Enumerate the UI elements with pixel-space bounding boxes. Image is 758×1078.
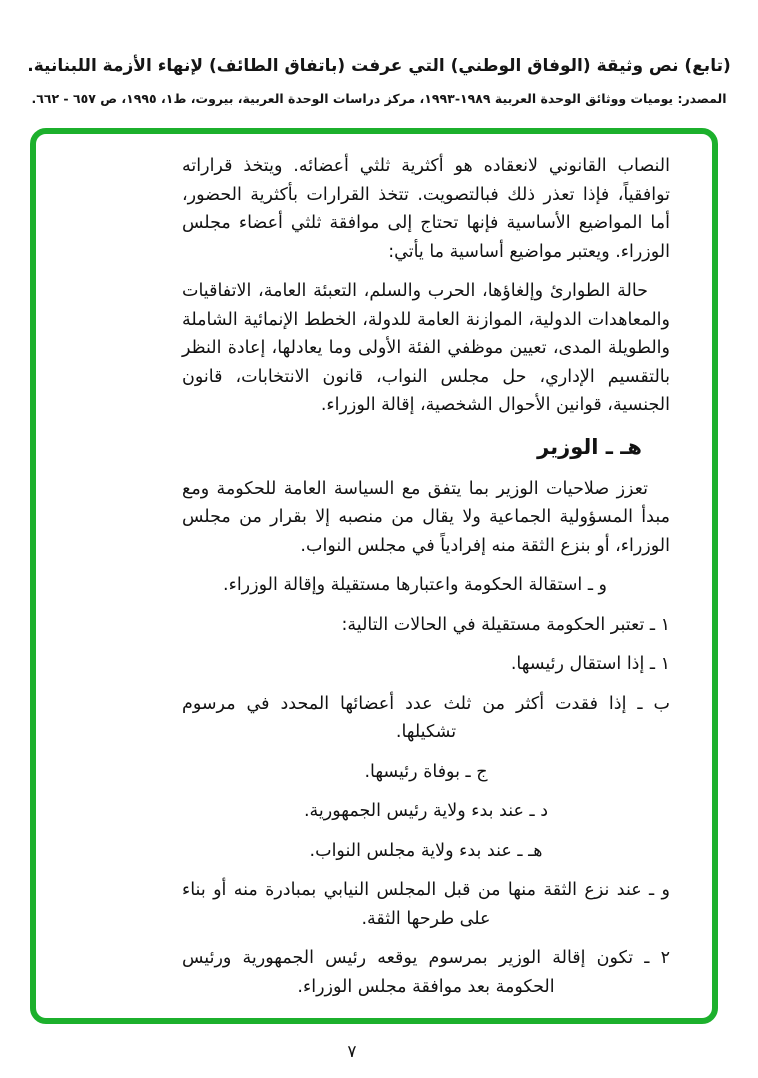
paragraph-basic-topics-list: حالة الطوارئ وإلغاؤها، الحرب والسلم، التعبئة العامة، الاتفاقيات والمعاهدات الدولية، الموازنة العامة للدولة، الخطط الإنمائية الشاملة والطويلة المدى، تعيين موظفي الفئة الأولى وما يعادلها، إعادة النظر بالتقسيم الإداري، حل مجلس النواب، قانون الانتخابات، قانون الجنسية، قوانين الأحوال الشخصية، إقالة الوزراء. (182, 281, 670, 415)
item-government-resignation-title: و ـ استقالة الحكومة واعتبارها مستقيلة وإقالة الوزراء. (223, 575, 607, 596)
item-case-confidence-withdrawn: و ـ عند نزع الثقة منها من قبل المجلس النيابي بمبادرة منه أو بناء على طرحها الثقة. (182, 880, 670, 929)
paragraph-quorum-rules: النصاب القانوني لانعقاده هو أكثرية ثلثي أعضائه. ويتخذ قراراته توافقياً، فإذا تعذر ذلك فبالتصويت. تتخذ القرارات بأكثرية الحضور، أما المواضيع الأساسية فإنها تحتاج إلى موافقة ثلثي أعضاء مجلس الوزراء. ويعتبر مواضيع أساسية ما يأتي: (182, 156, 670, 262)
green-border-frame (30, 128, 718, 1024)
paragraph-minister-powers: تعزز صلاحيات الوزير بما يتفق مع السياسة العامة للحكومة ومع مبدأ المسؤولية الجماعية ولا يقال من منصبه إلا بقرار من مجلس الوزراء، أو بنزع الثقة منه إفرادياً في مجلس النواب. (182, 478, 670, 556)
item-case-president-resigns: ١ ـ إذا استقال رئيسها. (510, 654, 670, 675)
item-case-republic-president-term: د ـ عند بدء ولاية رئيس الجمهورية. (303, 801, 549, 822)
item-minister-dismissal-decree: ٢ ـ تكون إقالة الوزير بمرسوم يوقعه رئيس الجمهورية ورئيس الحكومة بعد موافقة مجلس الوزراء. (182, 948, 670, 997)
page-number: ٧ (347, 1042, 357, 1062)
item-case-lost-third-members: ب ـ إذا فقدت أكثر من ثلث عدد أعضائها المحدد في مرسوم تشكيلها. (182, 693, 670, 743)
page-title: (تابع) نص وثيقة (الوفاق الوطني) التي عرفت (باتفاق الطائف) لإنهاء الأزمة اللبنانية. (27, 56, 731, 76)
source-citation: المصدر: يوميات ووثائق الوحدة العربية ١٩٨٩-١٩٩٣، مركز دراسات الوحدة العربية، بيروت، ط١، ١٩٩٥، ص ٦٥٧ - ٦٦٢. (31, 91, 727, 106)
item-resignation-cases-intro: ١ ـ تعتبر الحكومة مستقيلة في الحالات التالية: (341, 614, 670, 635)
section-heading-minister: هـ ـ الوزير (537, 434, 642, 459)
item-case-parliament-term: هـ ـ عند بدء ولاية مجلس النواب. (309, 840, 543, 861)
document-body (182, 152, 670, 1012)
item-case-president-death: ج ـ بوفاة رئيسها. (364, 761, 488, 782)
